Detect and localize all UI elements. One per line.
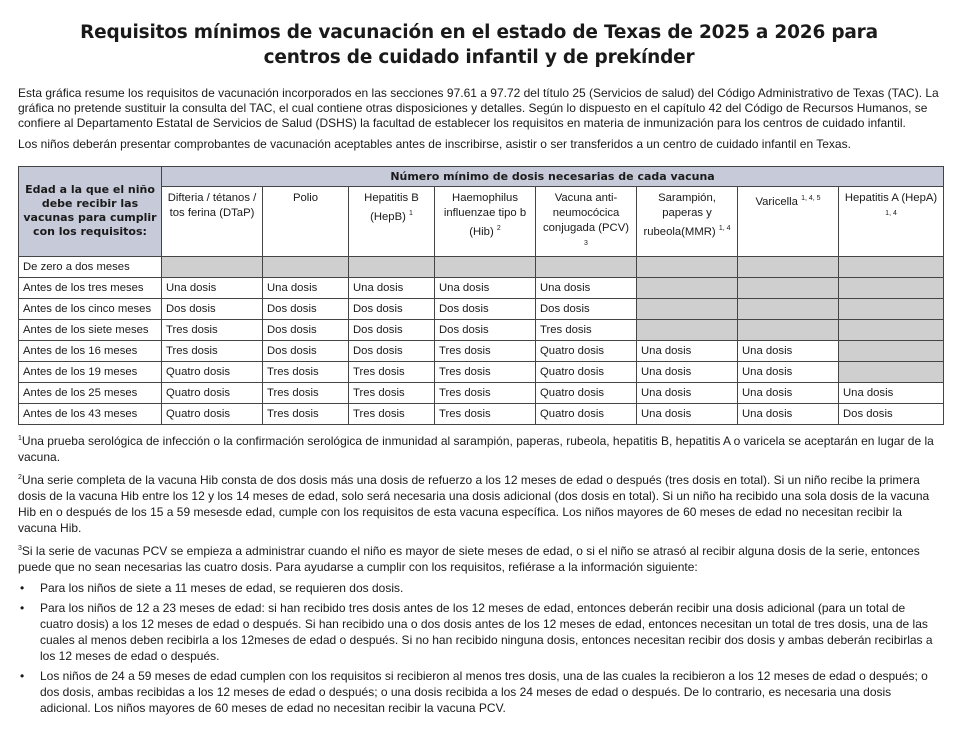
dose-cell: [738, 277, 839, 298]
footnote-marker: 2: [18, 473, 22, 481]
dose-cell: [839, 277, 944, 298]
dose-cell: Una dosis: [435, 277, 536, 298]
age-cell: Antes de los tres meses: [19, 277, 162, 298]
dose-cell: Dos dosis: [349, 298, 435, 319]
footnote-ref: 2: [496, 225, 501, 232]
dose-cell: Una dosis: [637, 340, 738, 361]
dose-cell: [162, 256, 263, 277]
dose-cell: Una dosis: [637, 403, 738, 424]
dose-cell: [738, 319, 839, 340]
dose-cell: [839, 256, 944, 277]
footnote-ref: 1: [409, 210, 413, 217]
footnote-ref: 1, 4, 5: [801, 195, 821, 202]
dose-cell: Tres dosis: [162, 319, 263, 340]
dose-cell: Tres dosis: [263, 403, 349, 424]
table-row: [19, 340, 944, 361]
dose-cell: Dos dosis: [536, 298, 637, 319]
bullet-item: • Para los niños de siete a 11 meses de edad, se requieren dos dosis.: [18, 580, 940, 596]
pcv-bullet-list: [18, 580, 940, 716]
vaccine-header: [263, 187, 349, 257]
dose-cell: Una dosis: [162, 277, 263, 298]
footnote-ref: 1, 4: [718, 225, 731, 232]
dose-cell: [637, 277, 738, 298]
table-row: [19, 403, 944, 424]
age-cell: Antes de los siete meses: [19, 319, 162, 340]
vaccine-header: [637, 187, 738, 257]
dose-cell: Tres dosis: [349, 403, 435, 424]
vaccine-name: Hepatitis A (HepA): [844, 192, 938, 204]
dose-cell: [839, 298, 944, 319]
age-cell: De zero a dos meses: [19, 256, 162, 277]
vaccine-name: Polio: [292, 192, 319, 204]
dose-cell: Una dosis: [536, 277, 637, 298]
footnote-text: Una serie completa de la vacuna Hib consta de dos dosis más una dosis de refuerzo a los 12 meses de edad o después (tres dosis en total). Si un niño recibe la primera dosis de la vacuna Hib entre los 12 y los 14 meses de edad, solo será necesaria una dosis adicional (dos dosis en total). Si un niño ha recibido una sola dosis de la vacuna Hib en o después de los 15 a 59 mesesde edad, cumple con los requisitos de esta vacuna específica. Los niños mayores de 60 meses de edad no necesitan recibir la vacuna Hib.: [18, 472, 930, 535]
dose-cell: Tres dosis: [263, 382, 349, 403]
dose-cell: [839, 319, 944, 340]
dose-cell: Quatro dosis: [536, 340, 637, 361]
age-cell: Antes de los 16 meses: [19, 340, 162, 361]
dose-cell: Dos dosis: [263, 340, 349, 361]
vaccine-name: Varicella: [755, 195, 798, 208]
age-column-header: Edad a la que el niño debe recibir las vacunas para cumplir con los requisitos:: [19, 167, 162, 257]
vaccine-header: [349, 187, 435, 257]
dose-cell: Tres dosis: [536, 319, 637, 340]
dose-cell: [435, 256, 536, 277]
footnote-ref: 1, 4: [885, 210, 897, 217]
table-row: [19, 319, 944, 340]
dose-cell: Dos dosis: [162, 298, 263, 319]
dose-cell: [263, 256, 349, 277]
dose-cell: Una dosis: [738, 340, 839, 361]
vaccine-name: Haemophilus influenzae tipo b (Hib): [443, 192, 527, 238]
dose-cell: [637, 298, 738, 319]
dose-cell: Tres dosis: [162, 340, 263, 361]
dose-cell: Tres dosis: [435, 403, 536, 424]
footnote-text: Si la serie de vacunas PCV se empieza a administrar cuando el niño es mayor de siete meses de edad, o si el niño se atrasó al recibir alguna dosis de la serie, entonces puede que no sean necesarias las cuatro dosis. Para ayudarse a cumplir con los requisitos, refiérase a la información siguiente:: [18, 543, 920, 574]
dose-cell: Tres dosis: [349, 361, 435, 382]
dose-cell: Una dosis: [839, 382, 944, 403]
dose-cell: Una dosis: [637, 382, 738, 403]
table-row: [19, 277, 944, 298]
intro-note: Los niños deberán presentar comprobantes de vacunación aceptables antes de inscribirse, asistir o ser transferidos a un centro de cuidado infantil en Texas.: [18, 137, 851, 151]
table-row: [19, 361, 944, 382]
dose-cell: [349, 256, 435, 277]
table-row: [19, 298, 944, 319]
dose-cell: Tres dosis: [435, 361, 536, 382]
dose-cell: Una dosis: [738, 382, 839, 403]
dose-cell: Tres dosis: [263, 361, 349, 382]
page-title: Requisitos mínimos de vacunación en el estado de Texas de 2025 a 2026 para centros de cuidado infantil y de prekínder: [80, 22, 878, 68]
footnotes: [18, 431, 940, 716]
table-row: [19, 256, 944, 277]
dose-cell: Quatro dosis: [536, 382, 637, 403]
footnote-3: [18, 541, 940, 575]
dose-cell: Una dosis: [349, 277, 435, 298]
age-cell: Antes de los 19 meses: [19, 361, 162, 382]
vaccine-header: [162, 187, 263, 257]
dose-cell: [738, 298, 839, 319]
dose-cell: Quatro dosis: [536, 361, 637, 382]
dose-cell: [637, 256, 738, 277]
dose-cell: Quatro dosis: [536, 403, 637, 424]
footnote-marker: 1: [18, 434, 22, 442]
dose-cell: [839, 361, 944, 382]
dose-cell: Una dosis: [263, 277, 349, 298]
bullet-item: • Para los niños de 12 a 23 meses de edad: si han recibido tres dosis antes de los 12 meses de edad, entonces deberán recibir una dosis adicional (para un total de cuatro dosis) a los 12 meses de edad o después. Si han recibido una o dos dosis antes de los 12 meses de edad, entonces necesitan un total de tres dosis, una de las cuales al menos deben recibirla a los 12meses de edad o después. Si no han recibido ninguna dosis, entonces necesitan recibir dos dosis y ambas deberán recibirlas a los 12 meses de edad o después.: [18, 600, 940, 664]
footnote-ref: 3: [584, 240, 588, 247]
dose-cell: Dos dosis: [839, 403, 944, 424]
vaccine-requirements-table: [18, 166, 944, 425]
dose-cell: Tres dosis: [435, 382, 536, 403]
footnote-1: [18, 431, 940, 465]
dose-cell: Una dosis: [637, 361, 738, 382]
dose-cell: Tres dosis: [435, 340, 536, 361]
dose-cell: Quatro dosis: [162, 361, 263, 382]
footnote-2: [18, 470, 940, 536]
dose-cell: Dos dosis: [349, 340, 435, 361]
dose-cell: Una dosis: [738, 403, 839, 424]
age-cell: Antes de los 25 meses: [19, 382, 162, 403]
dose-cell: Dos dosis: [435, 319, 536, 340]
age-cell: Antes de los cinco meses: [19, 298, 162, 319]
age-cell: Antes de los 43 meses: [19, 403, 162, 424]
table-row: [19, 382, 944, 403]
dose-cell: Dos dosis: [263, 319, 349, 340]
vaccine-header: [435, 187, 536, 257]
bullet-item: • Los niños de 24 a 59 meses de edad cumplen con los requisitos si recibieron al menos tres dosis, una de las cuales la recibieron a los 12 meses de edad o después; o dos dosis, ambas recibidas a los 12 meses de edad o después; o una dosis recibida a los 24 meses de edad o después. De lo contrario, es necesaria una dosis adicional. Los niños mayores de 60 meses de edad no necesitan recibir la vacuna PCV.: [18, 668, 940, 716]
dose-cell: [637, 319, 738, 340]
intro-paragraph: Esta gráfica resume los requisitos de vacunación incorporados en las secciones 97.61 a 97.72 del título 25 (Servicios de salud) del Código Administrativo de Texas (TAC). La gráfica no pretende sustituir la consulta del TAC, el cual contiene otras disposiciones y detalles. Según lo dispuesto en el capítulo 42 del Código de Recursos Humanos, se confiere al Departamento Estatal de Servicios de Salud (DSHS) la facultad de establecer los requisitos en materia de inmunización para los centros de cuidado infantil.: [18, 86, 939, 130]
dose-cell: [536, 256, 637, 277]
vaccine-header: [839, 187, 944, 257]
dose-cell: Dos dosis: [263, 298, 349, 319]
dose-cell: Tres dosis: [349, 382, 435, 403]
dose-cell: Dos dosis: [435, 298, 536, 319]
vaccine-header: [738, 187, 839, 257]
dose-cell: [839, 340, 944, 361]
footnote-marker: 3: [18, 544, 22, 552]
vaccine-name: Hepatitis B (HepB): [364, 192, 419, 223]
dose-cell: [738, 256, 839, 277]
footnote-text: Una prueba serológica de infección o la confirmación serológica de inmunidad al sarampión, paperas, rubeola, hepatitis B, hepatitis A o varicela se aceptarán en lugar de la vacuna.: [18, 433, 934, 464]
dose-cell: Una dosis: [738, 361, 839, 382]
vaccine-name: Difteria / tétanos / tos ferina (DTaP): [167, 192, 257, 219]
dose-cell: Dos dosis: [349, 319, 435, 340]
dose-cell: Quatro dosis: [162, 382, 263, 403]
vaccine-name: Sarampión, paperas y rubeola(MMR): [643, 192, 716, 238]
doses-header: Número mínimo de dosis necesarias de cada vacuna: [162, 167, 944, 187]
vaccine-header: [536, 187, 637, 257]
vaccine-name: Vacuna anti-neumocócica conjugada (PCV): [542, 192, 630, 234]
dose-cell: Quatro dosis: [162, 403, 263, 424]
